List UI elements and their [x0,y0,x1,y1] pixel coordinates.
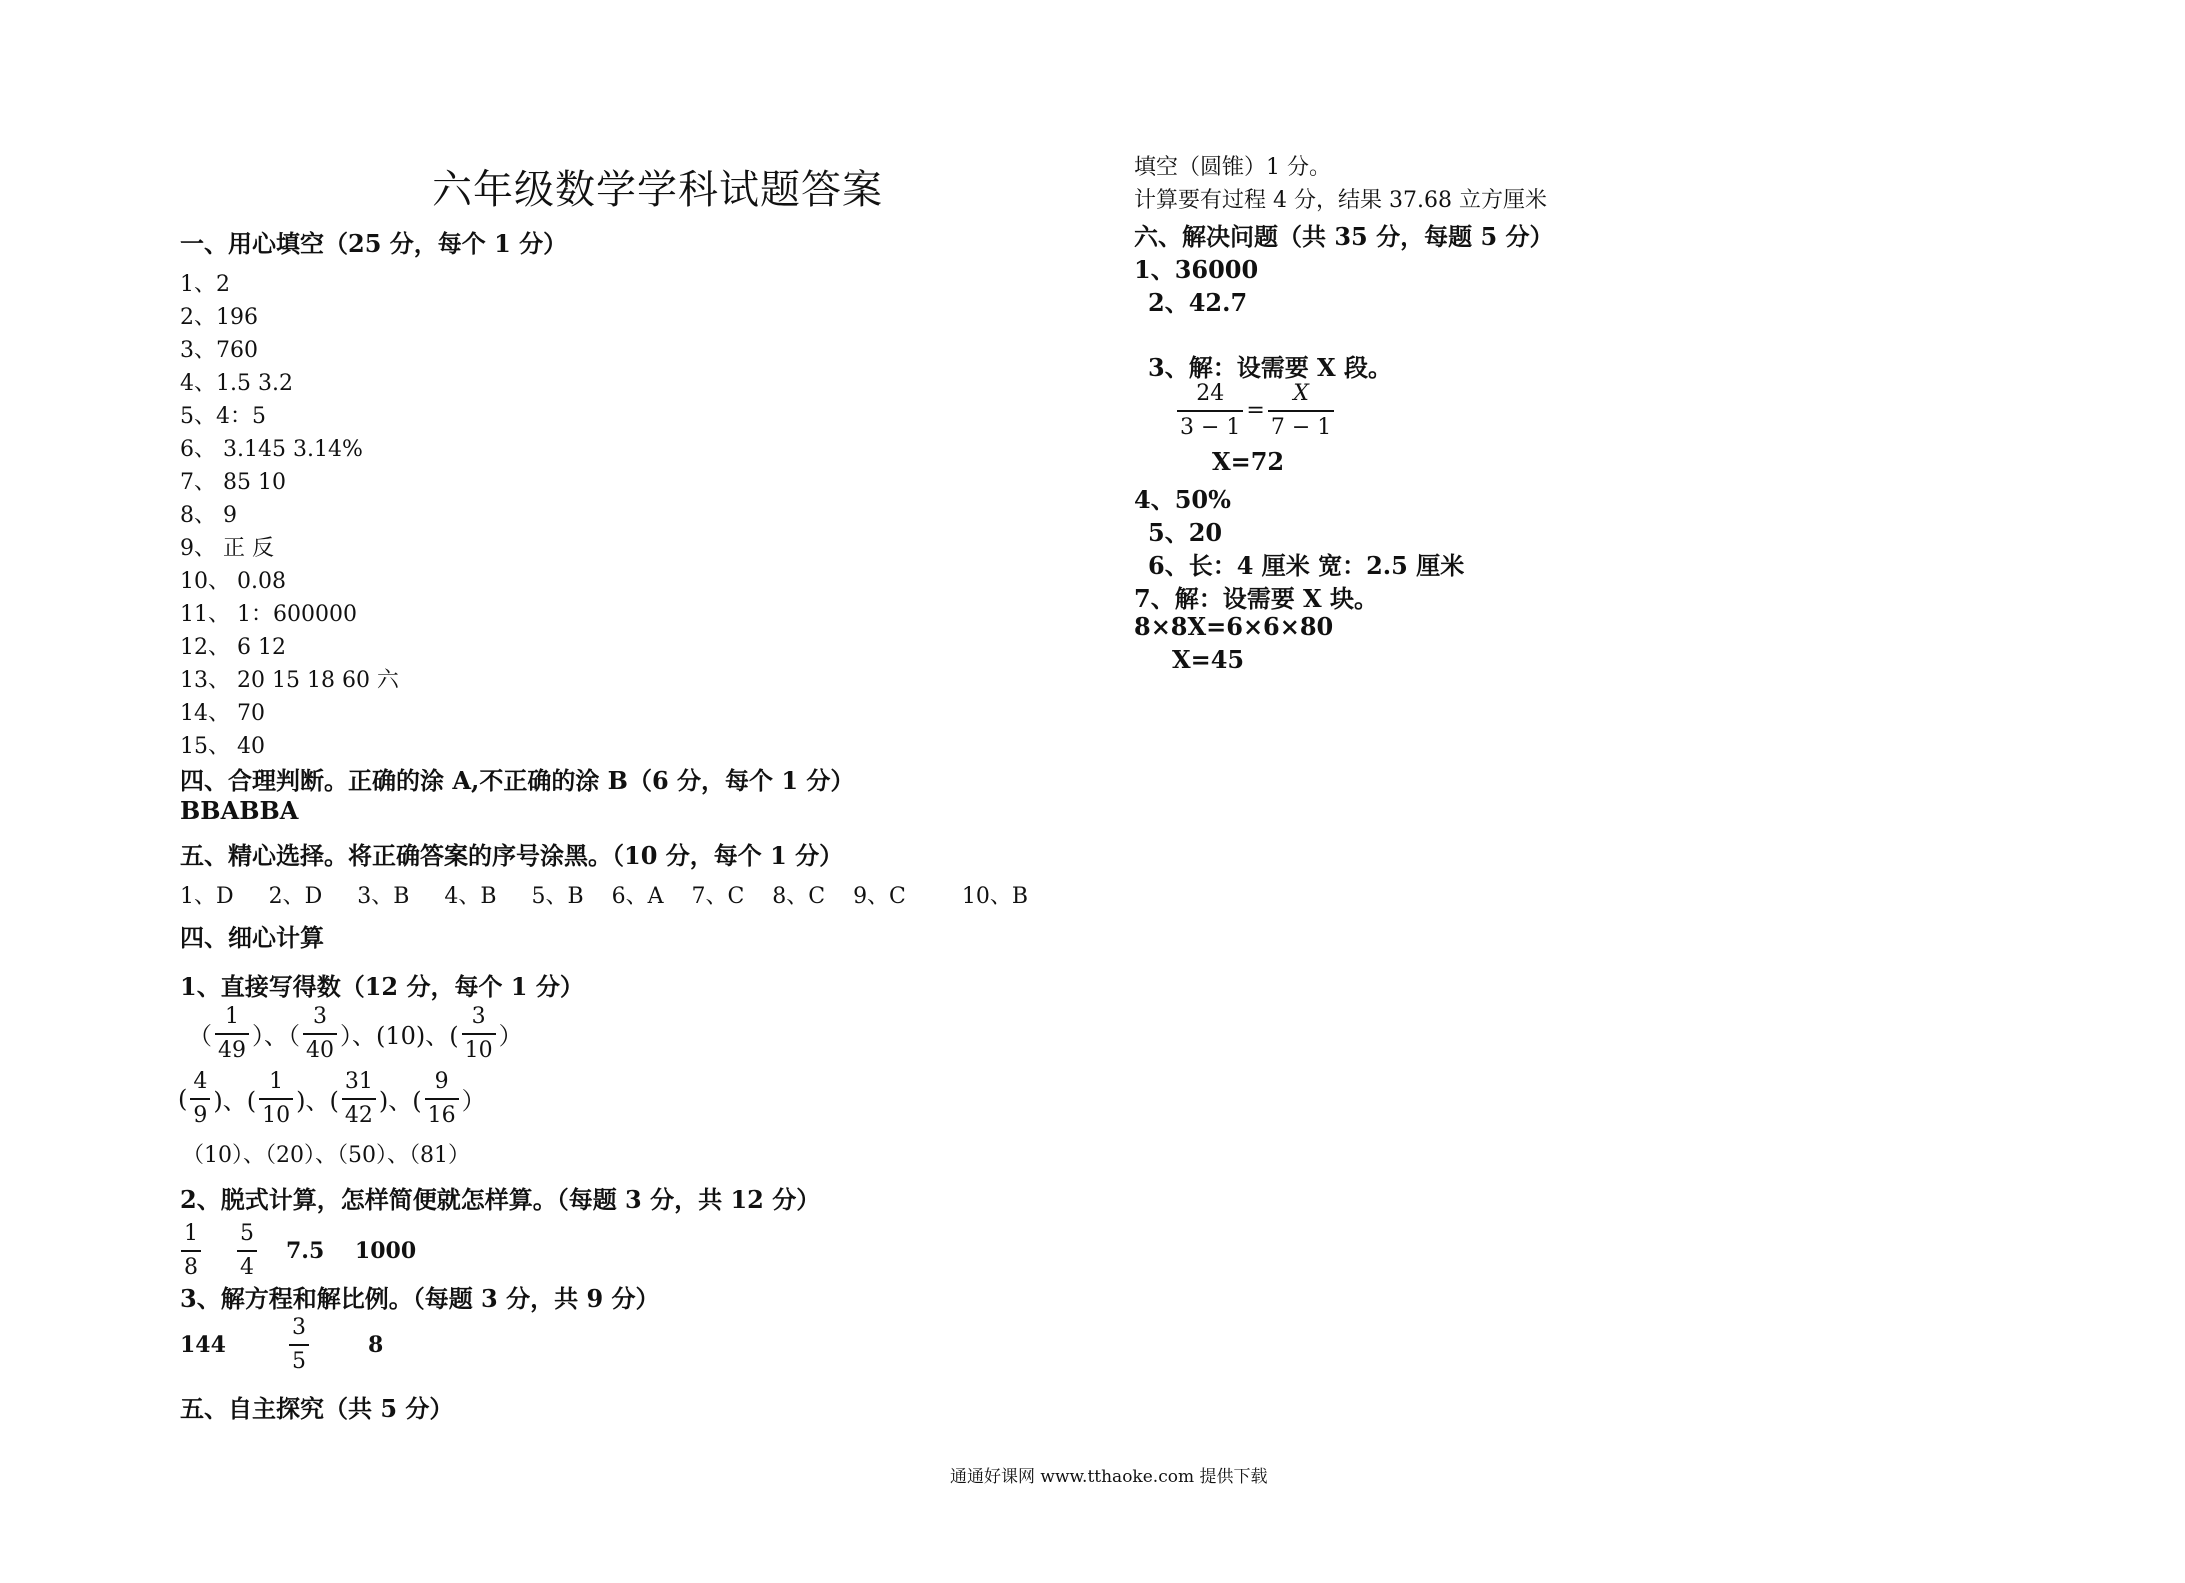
answer-item: 8、 9 [180,503,237,528]
solve-answer-7: 7、解：设需要 X 块。 [1134,584,1379,613]
fraction [303,1003,337,1064]
close-paren: ） [461,1087,486,1115]
numerator: 3 [313,1004,327,1029]
numerator: 24 [1196,381,1225,406]
denominator: 3 − 1 [1177,410,1243,442]
separator: ）、（ [252,1022,300,1050]
separator: )、( [378,1087,422,1115]
answer-item: 1、2 [180,272,230,297]
solve-answer-7-equation: 8×8X=6×6×80 [1134,612,1334,641]
solve-answer-2: 2、42.7 [1148,288,1248,317]
numerator: 1 [225,1004,239,1029]
open-paren: （ [188,1022,212,1050]
answer-item: 9、 正 反 [180,536,274,561]
denominator: 49 [215,1033,249,1065]
fraction [237,1220,257,1281]
answer-item: 14、 70 [180,701,265,726]
answer-item: 7、 85 10 [180,470,286,495]
calc-q2-answers [178,1220,416,1281]
denominator: 8 [181,1250,201,1282]
section-explore-heading: 五、自主探究（共 5 分） [180,1394,454,1423]
fraction [462,1003,496,1064]
section-calc-heading: 四、细心计算 [180,923,324,952]
fraction [289,1314,309,1375]
numerator: 1 [184,1221,198,1246]
solve-answer-1: 1、36000 [1134,255,1259,284]
calc-q1-heading: 1、直接写得数（12 分，每个 1 分） [180,972,584,1001]
separator: )、( [213,1087,257,1115]
footer-credit: 通通好课网 www.tthaoke.com 提供下载 [950,1467,1268,1487]
explore-line-1: 填空（圆锥）1 分。 [1134,155,1331,180]
calc-q1-row1 [188,1003,523,1064]
solve-answer-6: 6、长：4 厘米 宽：2.5 厘米 [1148,551,1465,580]
denominator: 10 [259,1098,293,1130]
answer-item: 2、196 [180,305,258,330]
calc-q3-heading: 3、解方程和解比例。（每题 3 分，共 9 分） [180,1284,660,1313]
separator: )、( [296,1087,339,1115]
section-1-heading: 一、用心填空（25 分，每个 1 分） [180,229,568,258]
denominator: 16 [425,1098,459,1130]
page-title: 六年级数学学科试题答案 [432,167,883,213]
numerator: X [1293,381,1309,406]
calc-q1-row3: （10）、（20）、（50）、（81） [182,1143,470,1168]
answer-item: 6、 3.145 3.14% [180,437,363,462]
answer-item: 10、 0.08 [180,569,286,594]
judge-answer: BBABBA [180,796,299,825]
fraction [215,1003,249,1064]
numerator: 4 [193,1069,208,1094]
answer-item: 13、 20 15 18 60 六 [180,668,399,693]
denominator: 42 [342,1098,376,1130]
solve-answer-3: 3、解：设需要 X 段。 [1148,353,1393,382]
denominator: 40 [303,1033,337,1065]
open-paren: ( [178,1084,188,1113]
equals-sign: = [1246,398,1265,423]
numerator: 5 [240,1221,254,1246]
close-paren: ） [498,1022,523,1050]
denominator: 5 [289,1344,309,1376]
answer-item: 15、 40 [180,734,265,759]
fraction [190,1068,210,1129]
fraction [259,1068,293,1129]
calc-q2-heading: 2、脱式计算，怎样简便就怎样算。（每题 3 分，共 12 分） [180,1185,821,1214]
explore-line-2: 计算要有过程 4 分，结果 37.68 立方厘米 [1134,188,1547,213]
calc-q3-answer-1: 144 [180,1331,226,1358]
numerator: 1 [269,1069,284,1094]
section-solve-heading: 六、解决问题（共 35 分，每题 5 分） [1134,222,1554,251]
calc-q3-answer-3: 8 [367,1331,384,1358]
proportion-equation [1174,380,1337,441]
fraction [342,1068,376,1129]
calc-q3-answers [180,1314,383,1375]
fraction [181,1220,201,1281]
choice-answers: 1、D 2、D 3、B 4、B 5、B 6、A 7、C 8、C 9、C 10、B [180,884,1028,909]
fraction [1268,380,1334,441]
calc-q1-row2 [178,1068,486,1129]
denominator: 9 [190,1098,210,1130]
solve-answer-4: 4、50% [1134,485,1231,514]
answer-item: 12、 6 12 [180,635,286,660]
calc-q2-rest: 7.5 1000 [286,1237,417,1264]
denominator: 4 [237,1250,257,1282]
answer-item: 5、4：5 [180,404,266,429]
numerator: 3 [291,1315,306,1340]
denominator: 10 [462,1033,496,1065]
solve-answer-7-result: X=45 [1172,645,1245,674]
solve-answer-3-result: X=72 [1212,447,1285,476]
denominator: 7 − 1 [1268,410,1334,442]
section-judge-heading: 四、合理判断。正确的涂 A,不正确的涂 B（6 分，每个 1 分） [180,766,855,795]
numerator: 31 [344,1069,373,1094]
answer-item: 3、760 [180,338,258,363]
numerator: 3 [471,1004,486,1029]
answer-item: 4、1.5 3.2 [180,371,293,396]
answer-item: 11、 1：600000 [180,602,357,627]
fraction [1177,380,1243,441]
section-choice-heading: 五、精心选择。将正确答案的序号涂黑。（10 分，每个 1 分） [180,841,844,870]
solve-answer-5: 5、20 [1148,518,1223,547]
separator: ）、(10)、( [340,1022,459,1050]
numerator: 9 [434,1069,449,1094]
fraction [425,1068,459,1129]
